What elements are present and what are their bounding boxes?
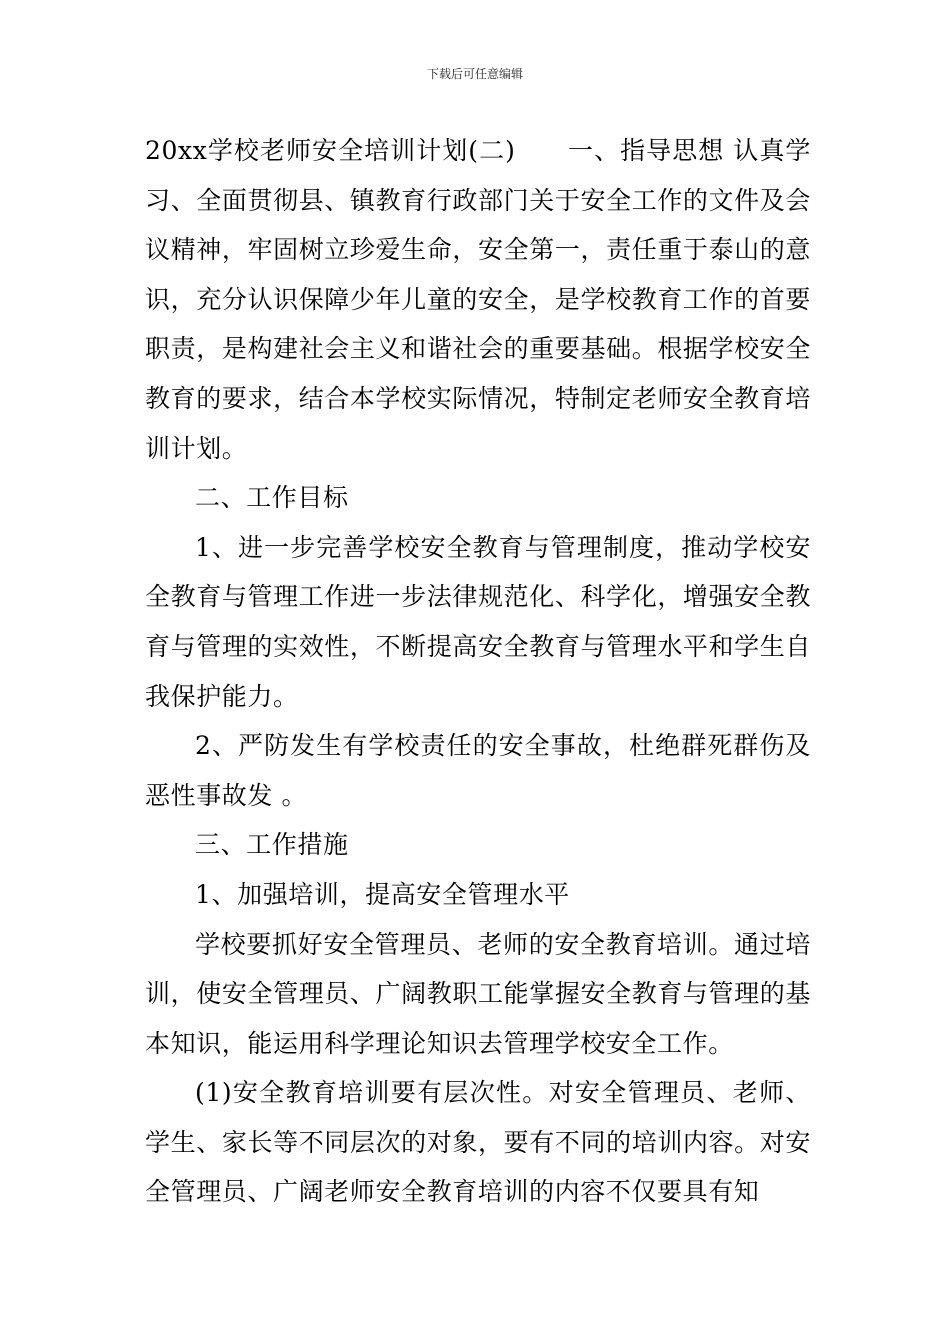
paragraph-training: 学校要抓好安全管理员、老师的安全教育培训。通过培训，使安全管理员、广阔教职工能掌握安全教育与管理的基本知识，能运用科学理论知识去管理学校安全工作。 <box>145 929 811 1058</box>
paragraph-training-levels: (1)安全教育培训要有层次性。对安全管理员、老师、学生、家长等不同层次的对象，要有不同的培训内容。对安全管理员、广阔老师安全教育培训的内容不仅要具有知 <box>145 1078 811 1207</box>
paragraph-goal-1: 1、进一步完善学校安全教育与管理制度，推动学校安全教育与管理工作进一步法律规范化、科学化，增强安全教育与管理的实效性，不断提高安全教育与管理水平和学生自我保护能力。 <box>145 532 811 711</box>
paragraph-goal-2: 2、严防发生有学校责任的安全事故，杜绝群死群伤及恶性事故发 。 <box>145 731 811 810</box>
paragraph-intro: 20xx学校老师安全培训计划(二) 一、指导思想 认真学习、全面贯彻县、镇教育行政部门关于安全工作的文件及会议精神，牢固树立珍爱生命，安全第一，责任重于泰山的意识，充分认识保障少年儿童的安全，是学校教育工作的首要职责，是构建社会主义和谐社会的重要基础。根据学校安全教育的要求，结合本学校实际情况，特制定老师安全教育培训计划。 <box>145 136 811 463</box>
subheading-training: 1、加强培训，提高安全管理水平 <box>195 879 570 909</box>
heading-work-measures: 三、工作措施 <box>195 830 349 860</box>
heading-work-goals: 二、工作目标 <box>195 483 349 513</box>
document-body <box>145 126 811 1217</box>
page-header: 下载后可任意编辑 <box>426 67 523 81</box>
